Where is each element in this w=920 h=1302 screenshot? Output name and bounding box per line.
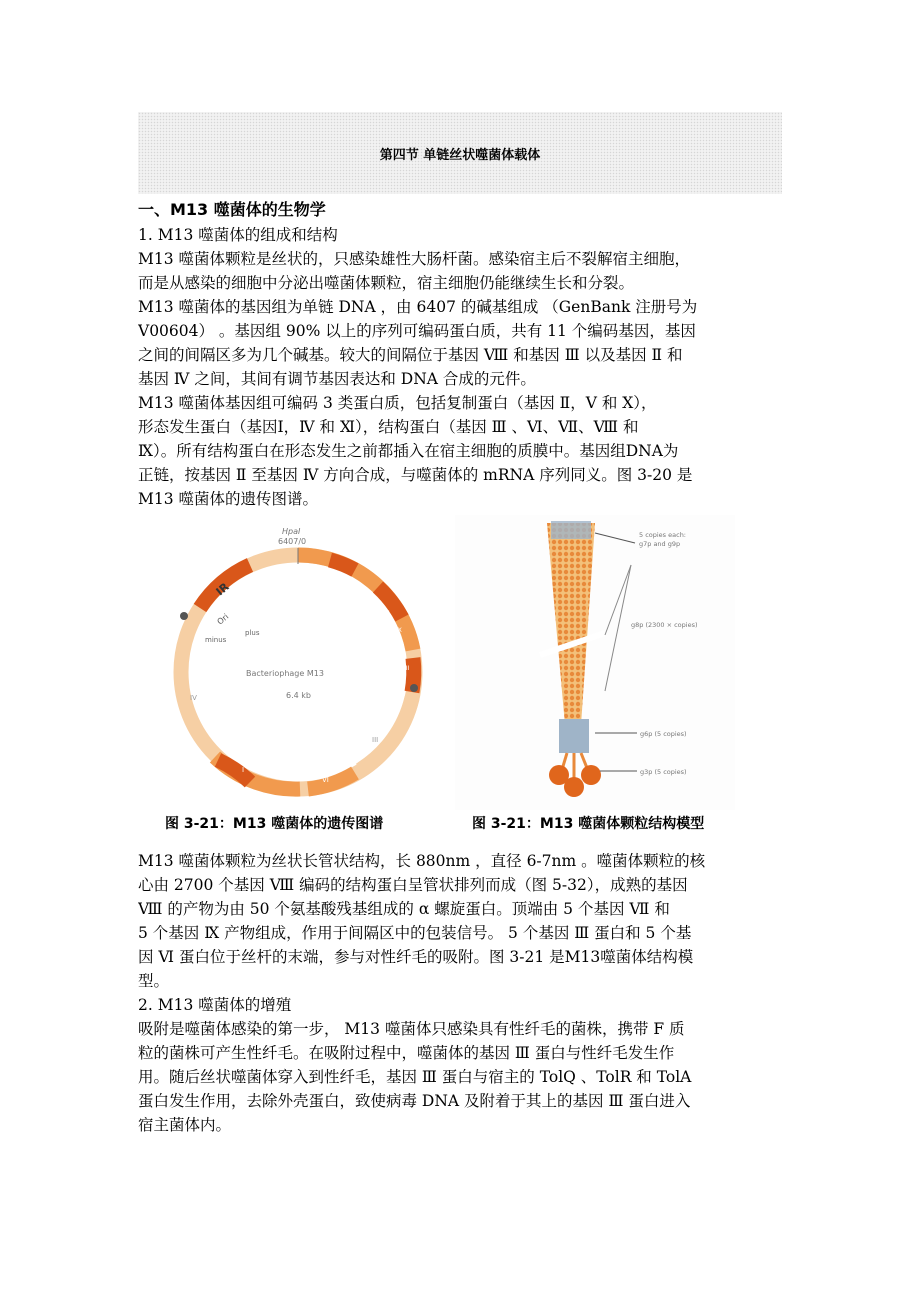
text-line: 蛋白发生作用，去除外壳蛋白，致使病毒 DNA 及附着于其上的基因 Ⅲ 蛋白进入 <box>138 1092 691 1110</box>
title-band <box>138 112 782 194</box>
text-line: M13 噬菌体颗粒为丝状长管状结构，长 880nm ，直径 6-7nm 。噬菌体颗粒的核 <box>138 852 706 870</box>
text-line: M13 噬菌体颗粒是丝状的，只感染雄性大肠杆菌。感染宿主后不裂解宿主细胞， <box>138 250 691 268</box>
label-tip-line2: g7p and g9p <box>639 540 681 548</box>
label-g8p: g8p (2300 × copies) <box>631 621 698 629</box>
text-line: 之间的间隔区多为几个碱基。较大的间隔位于基因 Ⅷ 和基因 Ⅲ 以及基因 Ⅱ 和 <box>138 346 683 364</box>
ring-segment-x <box>330 560 355 570</box>
text-line: M13 噬菌体的基因组为单链 DNA ，由 6407 的碱基组成 （GenBank 注册号为 <box>138 298 698 316</box>
origin-label: Ori <box>215 612 231 627</box>
g3p-head <box>564 777 584 797</box>
subheading-line: 1. M13 噬菌体的组成和结构 <box>138 226 338 244</box>
gene-label-viii: VIII <box>400 665 410 672</box>
g3p-head <box>581 765 601 785</box>
ir-label: IR <box>213 580 232 599</box>
particle-model-figure <box>455 515 735 810</box>
gene-label-ii: II <box>294 578 299 586</box>
text-line: 型。 <box>138 972 170 990</box>
subheading-composition <box>138 223 784 247</box>
text-line: 心由 2700 个基因 Ⅷ 编码的结构蛋白呈管状排列而成（图 5-32），成熟的基因 <box>138 876 688 894</box>
minus-strand-label: minus <box>205 636 227 644</box>
hpai-site-label: HpaI <box>282 527 301 536</box>
gene-label-iii: III <box>372 736 379 744</box>
paragraph-genome <box>138 247 784 511</box>
terminator-icon <box>410 684 418 692</box>
text-line: 基因 Ⅳ 之间，其间有调节基因表达和 DNA 合成的元件。 <box>138 370 536 388</box>
gene-label-iv: IV <box>190 694 197 702</box>
paragraph-structure <box>138 849 784 993</box>
terminator-icon <box>180 612 188 620</box>
filament-body <box>547 523 595 725</box>
ring-segment-vi <box>308 773 355 789</box>
pointer-line <box>595 533 635 543</box>
filament-tip-g7p-g9p <box>551 521 591 539</box>
gene-label-vii: VII <box>382 610 390 617</box>
gene-label-ix: IX <box>396 627 402 634</box>
text-line: 5 个基因 Ⅸ 产物组成，作用于间隔区中的包装信号。 5 个基因 Ⅲ 蛋白和 5 个基 <box>138 924 692 942</box>
paragraph-propagation <box>138 1017 784 1137</box>
filament-base-g6p <box>559 719 589 753</box>
gene-label-v: V <box>365 592 370 600</box>
gene-label-x: X <box>340 576 345 584</box>
gene-label-vi: VI <box>322 776 329 784</box>
pointer-line <box>605 565 631 635</box>
text-line: Ⅷ 的产物为由 50 个氨基酸残基组成的 α 螺旋蛋白。顶端由 5 个基因 Ⅶ 和 <box>138 900 670 918</box>
gene-label-i: I <box>242 766 245 774</box>
text-line: M13 噬菌体的遗传图谱。 <box>138 490 319 508</box>
hpai-site-position: 6407/0 <box>278 537 307 546</box>
section-heading: 一、M13 噬菌体的生物学 <box>138 200 326 219</box>
text-line: 因 Ⅵ 蛋白位于丝杆的末端，参与对性纤毛的吸附。图 3-21 是M13噬菌体结构模 <box>138 948 694 966</box>
genetic-map-figure <box>150 520 440 810</box>
text-line: Ⅸ）。所有结构蛋白在形态发生之前都插入在宿主细胞的质膜中。基因组DNA为 <box>138 442 679 460</box>
text-line: 粒的菌株可产生性纤毛。在吸附过程中，噬菌体的基因 Ⅲ 蛋白与性纤毛发生作 <box>138 1044 675 1062</box>
page-title: 第四节 单链丝状噬菌体载体 <box>379 148 541 163</box>
text-line: 形态发生蛋白（基因Ⅰ，Ⅳ 和 Ⅺ），结构蛋白（基因 Ⅲ 、Ⅵ、Ⅶ、Ⅷ 和 <box>138 418 639 436</box>
label-tip-line1: 5 copies each: <box>639 531 687 539</box>
subheading-line: 2. M13 噬菌体的增殖 <box>138 996 292 1014</box>
figure-caption-right: 图 3-21：M13 噬菌体颗粒结构模型 <box>472 816 705 832</box>
pointer-line <box>605 565 631 691</box>
text-line: M13 噬菌体基因组可编码 3 类蛋白质，包括复制蛋白（基因 Ⅱ，Ⅴ 和 Ⅹ）， <box>138 394 657 412</box>
text-line: 宿主菌体内。 <box>138 1116 232 1134</box>
genetic-map-svg <box>150 520 440 810</box>
map-center-title: Bacteriophage M13 <box>246 669 324 678</box>
map-center-size: 6.4 kb <box>286 691 311 700</box>
subheading-propagation <box>138 993 784 1017</box>
figure-caption-left: 图 3-21：M13 噬菌体的遗传图谱 <box>165 816 384 832</box>
label-g6p: g6p (5 copies) <box>640 730 687 738</box>
text-line: 用。随后丝状噬菌体穿入到性纤毛，基因 Ⅲ 蛋白与宿主的 TolQ 、TolR 和 TolA <box>138 1068 692 1086</box>
particle-model-svg <box>455 515 735 810</box>
text-line: V00604） 。基因组 90% 以上的序列可编码蛋白质，共有 11 个编码基因，基因 <box>138 322 696 340</box>
text-line: 吸附是噬菌体感染的第一步， M13 噬菌体只感染具有性纤毛的菌株，携带 F 质 <box>138 1020 685 1038</box>
text-line: 而是从感染的细胞中分泌出噬菌体颗粒，宿主细胞仍能继续生长和分裂。 <box>138 274 635 292</box>
label-g3p: g3p (5 copies) <box>640 768 687 776</box>
text-line: 正链，按基因 Ⅱ 至基因 Ⅳ 方向合成，与噬菌体的 mRNA 序列同义。图 3-20 是 <box>138 466 693 484</box>
plus-strand-label: plus <box>245 629 260 637</box>
